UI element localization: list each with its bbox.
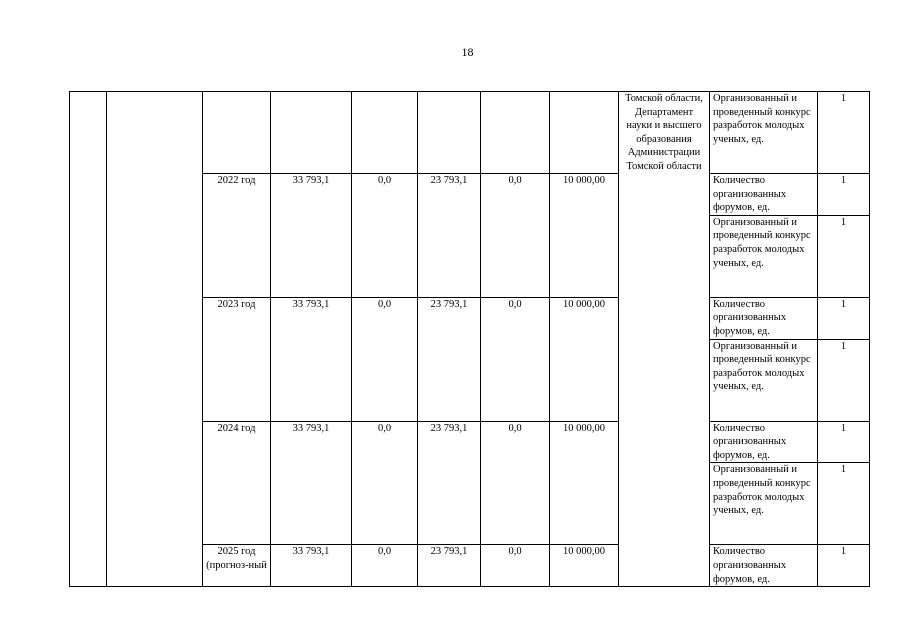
indicator-value: 1 [818, 545, 870, 587]
total-cell: 33 793,1 [271, 297, 352, 421]
empty-cell [271, 92, 352, 174]
federal-cell: 0,0 [352, 545, 418, 587]
indicator-value: 1 [818, 421, 870, 463]
table-row [70, 92, 870, 174]
empty-cell [418, 92, 481, 174]
indicator-forums: Количество организованных форумов, ед. [710, 545, 818, 587]
year-cell: 2023 год [203, 297, 271, 421]
indicator-value: 1 [818, 92, 870, 174]
indicator-contest: Организованный и проведенный конкурс разработок молодых ученых, ед. [710, 92, 818, 174]
total-cell: 33 793,1 [271, 421, 352, 545]
empty-cell [203, 92, 271, 174]
federal-cell: 0,0 [352, 174, 418, 298]
regional-cell: 23 793,1 [418, 174, 481, 298]
indicator-contest: Организованный и проведенный конкурс разработок молодых ученых, ед. [710, 215, 818, 297]
indicator-forums: Количество организованных форумов, ед. [710, 421, 818, 463]
indicator-forums: Количество организованных форумов, ед. [710, 297, 818, 339]
extra-cell: 10 000,00 [550, 545, 619, 587]
total-cell: 33 793,1 [271, 174, 352, 298]
responsible-executor: Томской области, Департамент науки и высшего образования Администрации Томской области [619, 92, 710, 587]
extra-cell: 10 000,00 [550, 421, 619, 545]
extra-cell: 10 000,00 [550, 297, 619, 421]
empty-cell [352, 92, 418, 174]
indicator-value: 1 [818, 174, 870, 216]
total-cell: 33 793,1 [271, 545, 352, 587]
program-table [69, 91, 870, 587]
local-cell: 0,0 [481, 297, 550, 421]
indicator-forums: Количество организованных форумов, ед. [710, 174, 818, 216]
regional-cell: 23 793,1 [418, 421, 481, 545]
federal-cell: 0,0 [352, 421, 418, 545]
page-number: 18 [461, 45, 474, 59]
indicator-contest: Организованный и проведенный конкурс разработок молодых ученых, ед. [710, 463, 818, 545]
regional-cell: 23 793,1 [418, 297, 481, 421]
extra-cell: 10 000,00 [550, 174, 619, 298]
regional-cell: 23 793,1 [418, 545, 481, 587]
indicator-value: 1 [818, 339, 870, 421]
local-cell: 0,0 [481, 421, 550, 545]
year-cell: 2022 год [203, 174, 271, 298]
indicator-value: 1 [818, 463, 870, 545]
indicator-contest: Организованный и проведенный конкурс разработок молодых ученых, ед. [710, 339, 818, 421]
indicator-value: 1 [818, 297, 870, 339]
local-cell: 0,0 [481, 174, 550, 298]
year-cell: 2024 год [203, 421, 271, 545]
local-cell: 0,0 [481, 545, 550, 587]
empty-cell [481, 92, 550, 174]
empty-cell-name [107, 92, 203, 587]
empty-cell-number [70, 92, 107, 587]
empty-cell [550, 92, 619, 174]
federal-cell: 0,0 [352, 297, 418, 421]
year-cell: 2025 год (прогноз-ный [203, 545, 271, 587]
indicator-value: 1 [818, 215, 870, 297]
